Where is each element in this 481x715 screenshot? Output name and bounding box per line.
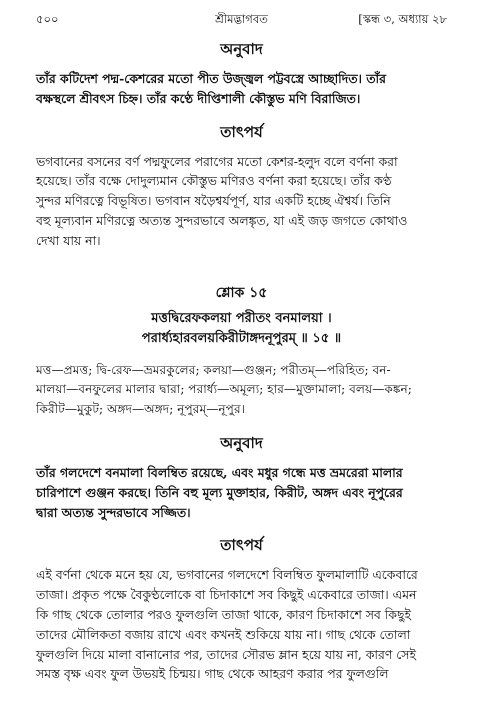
book-title: শ্রীমদ্ভাগবত: [215, 12, 268, 26]
verse-line: পরার্ধ্যহারবলয়কিরীটাঙ্গদনূপুরম্ ॥ ১৫ ॥: [141, 330, 342, 346]
text-line: তাঁর কটিদেশ পদ্ম-কেশরের মতো পীত উজ্জ্বল পট্টবস্ত্রে আচ্ছাদিত। তাঁর: [36, 71, 386, 86]
text-line: মত্ত—প্রমত্ত; দ্বি-রেফ—ভ্রমরকুলের; কলয়া—গুঞ্জন; পরীতম্—পরিহিত; বন-: [36, 362, 391, 377]
purport-text: [36, 152, 447, 251]
translation-text: [36, 69, 447, 109]
text-line: বহু মূল্যবান মণিরত্নে অত্যন্ত সুন্দরভাবে অলঙ্কৃত, যা এই জড় জগতে কোথাও: [36, 212, 408, 228]
purport-heading: তাৎপর্য: [220, 536, 263, 555]
text-line: কিরীট—মুকুট; অঙ্গদ—অঙ্গদ; নূপুরম্—নূপুর।: [36, 402, 246, 417]
verse-line: মত্তদ্বিরেফকলয়া পরীতং বনমালয়া ।: [151, 310, 332, 326]
text-line: দেখা যায় না।: [36, 232, 101, 248]
verse-label: শ্লোক ১৫: [215, 284, 268, 301]
translation-heading: অনুবাদ: [220, 40, 263, 58]
translation-text: [36, 463, 447, 522]
text-line: তাজা। প্রকৃত পক্ষে বৈকুণ্ঠলোকে বা চিদাকাশে সব কিছুই একেবারে তাজা। এমন: [36, 587, 417, 603]
text-line: দ্বারা অত্যন্ত সুন্দরভাবে সজ্জিত।: [36, 504, 191, 520]
text-line: ফুলগুলি দিয়ে মালা বানানোর পর, তাদের সৌরভ ম্লান হয়ে যায় না, কারণ সেই: [36, 646, 416, 662]
translation-heading: অনুবাদ: [220, 433, 263, 452]
page-header: [36, 0, 447, 34]
verse-text: [36, 309, 447, 349]
text-line: চারিপাশে গুঞ্জন করছে। তিনি বহু মূল্য মুক্তাহার, কিরীট, অঙ্গদ এবং নূপুরের: [36, 484, 403, 500]
synonyms-text: [36, 361, 447, 420]
chapter-reference: [স্কন্ধ ৩, অধ্যায় ২৮: [358, 12, 447, 26]
text-line: ভগবানের বসনের বর্ণ পদ্মফুলের পরাগের মতো কেশর-হলুদ বলে বর্ণনা করা: [36, 153, 398, 169]
text-line: কি গাছ থেকে তোলার পরও ফুলগুলি তাজা থাকে, কারণ চিদাকাশে সব কিছুই: [36, 606, 411, 622]
purport-heading: তাৎপর্য: [220, 122, 263, 141]
page-number: ৫০০: [36, 12, 59, 26]
text-line: বক্ষস্থলে শ্রীবৎস চিহ্ন। তাঁর কণ্ঠে দীপ্তিশালী কৌস্তুভ মণি বিরাজিত।: [36, 90, 361, 106]
text-line: তাঁর গলদেশে বনমালা বিলম্বিত রয়েছে, এবং মধুর গন্ধে মত্ত ভ্রমরেরা মালার: [36, 464, 403, 480]
text-line: এই বর্ণনা থেকে মনে হয় যে, ভগবানের গলদেশে বিলম্বিত ফুলমালাটি একেবারে: [36, 567, 418, 583]
text-line: তাদের মৌলিকতা বজায় রাখে এবং কখনই শুকিয়ে যায় না। গাছ থেকে তোলা: [36, 626, 411, 642]
text-line: সমস্ত বৃক্ষ এবং ফুল উভয়ই চিন্ময়। গাছ থেকে আহরণ করার পর ফুলগুলি: [36, 666, 389, 682]
text-line: মালয়া—বনফুলের মালার দ্বারা; পরার্ধ্য—অমূল্য; হার—মুক্তামালা; বলয়—কঙ্কন;: [36, 382, 412, 397]
text-line: সুন্দর মণিরত্নে বিভূষিত। ভগবান ষড়ৈশ্বর্যপূর্ণ, যার একটি হচ্ছে ঐশ্বর্য। তিনি: [36, 193, 391, 209]
purport-text: [36, 565, 447, 684]
text-line: হয়েছে। তাঁর বক্ষে দোদুল্যমান কৌস্তুভ মণিরও বর্ণনা করা হয়েছে। তাঁর কণ্ঠ: [36, 173, 392, 189]
